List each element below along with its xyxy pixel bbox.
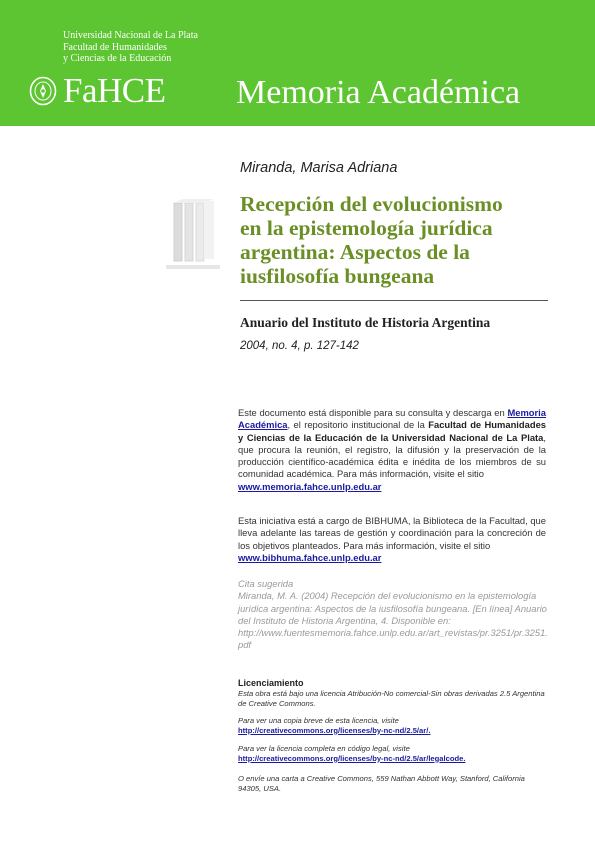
license-short-info <box>238 716 548 735</box>
journal-name: Anuario del Instituto de Historia Argentina <box>240 315 491 330</box>
bibhuma-info <box>238 515 546 564</box>
suggested-citation-text: Miranda, M. A. (2004) Recepción del evolucionismo en la epistemología jurídica argentina: Aspectos de la iusfilosofía bungeana. [En línea] Anuario del Instituto de Historia Argentina, 4. Disponible en: <box>238 590 547 626</box>
info-text: Esta iniciativa está a cargo de BIBHUMA, la Biblioteca de la Facultad, que lleva adelante las tareas de gestión y coordinación para la concreción de los objetivos planteados. Para más información, visite el sitio <box>238 515 546 551</box>
info-text: Este documento está disponible para su consulta y descarga en <box>238 407 505 418</box>
license-short-link[interactable]: http://creativecommons.org/licenses/by-nc-nd/2.5/ar/. <box>238 725 431 735</box>
books-logo-icon <box>166 199 222 275</box>
bibhuma-url-link[interactable]: www.bibhuma.fahce.unlp.edu.ar <box>238 551 382 563</box>
suggested-citation-url[interactable]: http://www.fuentesmemoria.fahce.unlp.edu.ar/art_revistas/pr.3251/pr.3251.pdf <box>238 627 548 651</box>
faculty-line: Facultad de Humanidades <box>63 41 167 53</box>
suggested-citation <box>238 578 548 652</box>
license-text: Para ver una copia breve de esta licencia, visite <box>238 716 399 725</box>
repository-info <box>238 407 546 493</box>
header-banner <box>0 0 595 126</box>
suggested-citation-label: Cita sugerida <box>238 578 294 589</box>
memoria-url-link[interactable]: www.memoria.fahce.unlp.edu.ar <box>238 480 382 492</box>
citation-details: 2004, no. 4, p. 127-142 <box>240 340 359 352</box>
license-full-link[interactable]: http://creativecommons.org/licenses/by-nc-nd/2.5/ar/legalcode. <box>238 753 466 763</box>
license-text: Esta obra está bajo una licencia Atribución-No comercial-Sin obras derivadas 2.5 Argentina de Creative Commons. <box>238 689 545 708</box>
fahce-logo: FaHCE <box>63 71 166 110</box>
info-text: , el repositorio institucional de la <box>287 419 425 431</box>
title-line: Recepción del evolucionismo <box>240 192 503 216</box>
faculty-line-2: y Ciencias de la Educación <box>63 53 172 64</box>
divider <box>240 300 548 301</box>
memoria-academica-link[interactable]: Memoria Académica <box>238 407 547 431</box>
author-name: Miranda, Marisa Adriana <box>240 160 398 176</box>
university-seal-icon <box>29 76 57 106</box>
title-line: argentina: Aspectos de la <box>240 240 470 264</box>
repository-name: Memoria Académica <box>236 74 521 111</box>
faculty-name: Facultad de Humanidades y Ciencias de la Educación de la Universidad Nacional de La Plata <box>238 419 547 443</box>
title-line: en la epistemología jurídica <box>240 216 493 240</box>
info-text: , que procura la reunión, el registro, la difusión y la preservación de la producción científico-académica édita e inédita de los miembros de su comunidad académica. Para más información, visite el sitio <box>238 431 546 480</box>
license-address: O envíe una carta a Creative Commons, 559 Nathan Abbott Way, Stanford, California 94305, USA. <box>238 774 525 793</box>
document-title <box>240 192 580 288</box>
university-line: Universidad Nacional de La Plata <box>63 30 198 41</box>
university-name <box>63 30 198 65</box>
license-heading: Licenciamiento <box>238 678 304 688</box>
license-text: Para ver la licencia completa en código legal, visite <box>238 744 410 753</box>
title-line: iusfilosofía bungeana <box>240 264 435 288</box>
license-full-info <box>238 744 548 763</box>
